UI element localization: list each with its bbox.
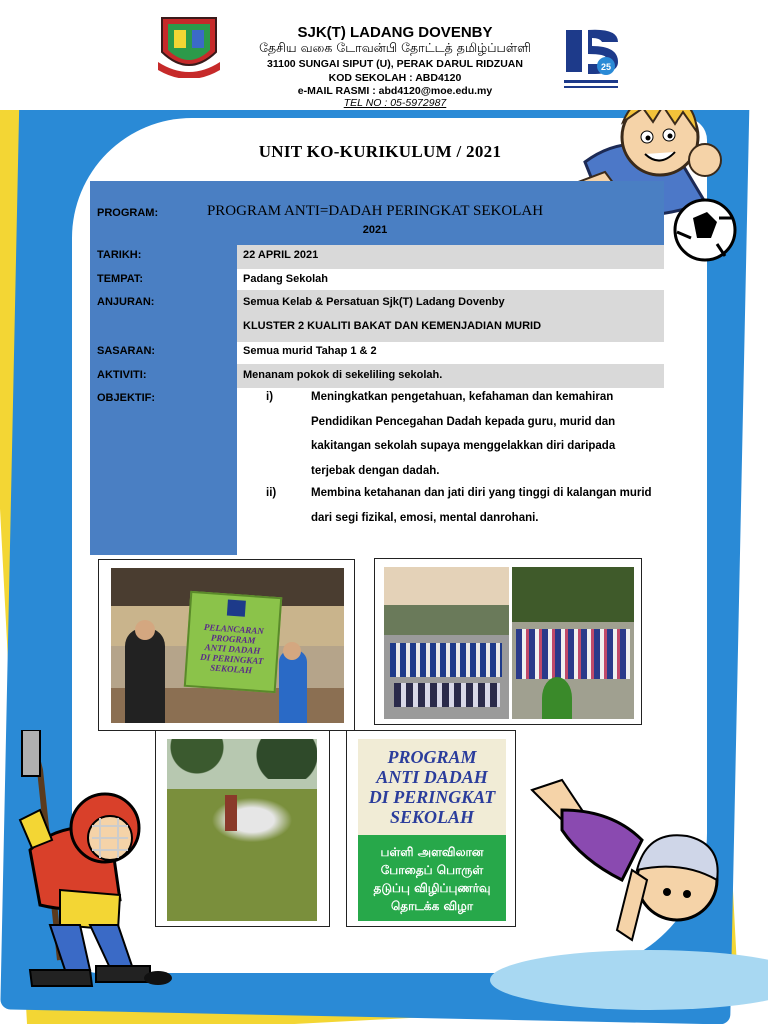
photo-frame-launch [98,559,355,731]
assembly-photo-right [512,567,634,719]
label-sasaran: SASARAN: [97,345,156,357]
school-crest-logo [156,16,222,78]
photo-frame-field [155,730,330,927]
photo-frame-assembly [374,558,642,725]
cartoon-hockey-player [0,730,175,1000]
label-program: PROGRAM: [97,207,159,219]
poster-title: PROGRAM ANTI DADAH DI PERINGKAT SEKOLAH [368,747,496,827]
label-objektif: OBJEKTIF: [97,392,156,404]
field-activity-photo [167,739,317,921]
organization-25-logo [560,24,622,92]
label-column [90,181,237,555]
program-title: PROGRAM ANTI=DADAH PERINGKAT SEKOLAH [206,203,544,219]
value-tempat: Padang Sekolah [243,273,328,285]
value-aktiviti: Menanam pokok di sekeliling sekolah. [243,369,443,381]
school-email: e-MAIL RASMI : abd4120@moe.edu.my [297,85,493,97]
launch-banner [184,591,282,693]
poster-tamil-text: பள்ளி அளவிலான போதைப் பொருள் தடுப்பு விழிப்புணர்வு தொடக்க விழா [373,845,491,913]
cartoon-swimmer [522,770,722,960]
label-anjuran: ANJURAN: [97,296,155,308]
label-aktiviti: AKTIVITI: [97,369,147,381]
school-header [0,0,768,110]
banner-text: PELANCARAN PROGRAM ANTI DADAH DI PERINGKAT SEKOLAH [199,621,265,676]
school-name: SJK(T) LADANG DOVENBY [297,24,493,41]
value-anjuran-cluster: KLUSTER 2 KUALITI BAKAT DAN KEMENJADIAN MURID [243,320,542,332]
school-address: 31100 SUNGAI SIPUT (U), PERAK DARUL RIDZUAN [267,58,523,70]
school-name-tamil: தேசிய வகை டோவன்பி தோட்டத் தமிழ்ப்பள்ளி [259,40,531,55]
school-code: KOD SEKOLAH : ABD4120 [328,72,462,84]
objective-number: i) [266,391,274,403]
program-year: 2021 [362,224,388,236]
photo-frame-poster [346,730,516,927]
org-logo-number: 25 [600,62,612,72]
label-tempat: TEMPAT: [97,273,144,285]
value-anjuran: Semua Kelab & Persatuan Sjk(T) Ladang Dovenby [243,296,505,308]
school-phone: TEL NO : 05-5972987 [343,97,447,109]
unit-title: UNIT KO-KURIKULUM / 2021 [258,142,502,161]
objective-text: Membina ketahanan dan jati diri yang tinggi di kalangan murid dari segi fizikal, emosi, mental danrohani. [311,487,652,524]
launch-ceremony-photo [111,568,344,723]
value-tarikh: 22 APRIL 2021 [243,249,319,261]
program-poster [358,739,506,921]
objective-number: ii) [266,487,277,499]
label-tarikh: TARIKH: [97,249,142,261]
value-sasaran: Semua murid Tahap 1 & 2 [243,345,377,357]
objective-text: Meningkatkan pengetahuan, kefahaman dan kemahiran Pendidikan Pencegahan Dadah kepada guru, murid dan kakitangan sekolah supaya menggelakkan diri daripada terjebak dengan dadah. [311,391,616,477]
assembly-photo-left [384,567,509,719]
